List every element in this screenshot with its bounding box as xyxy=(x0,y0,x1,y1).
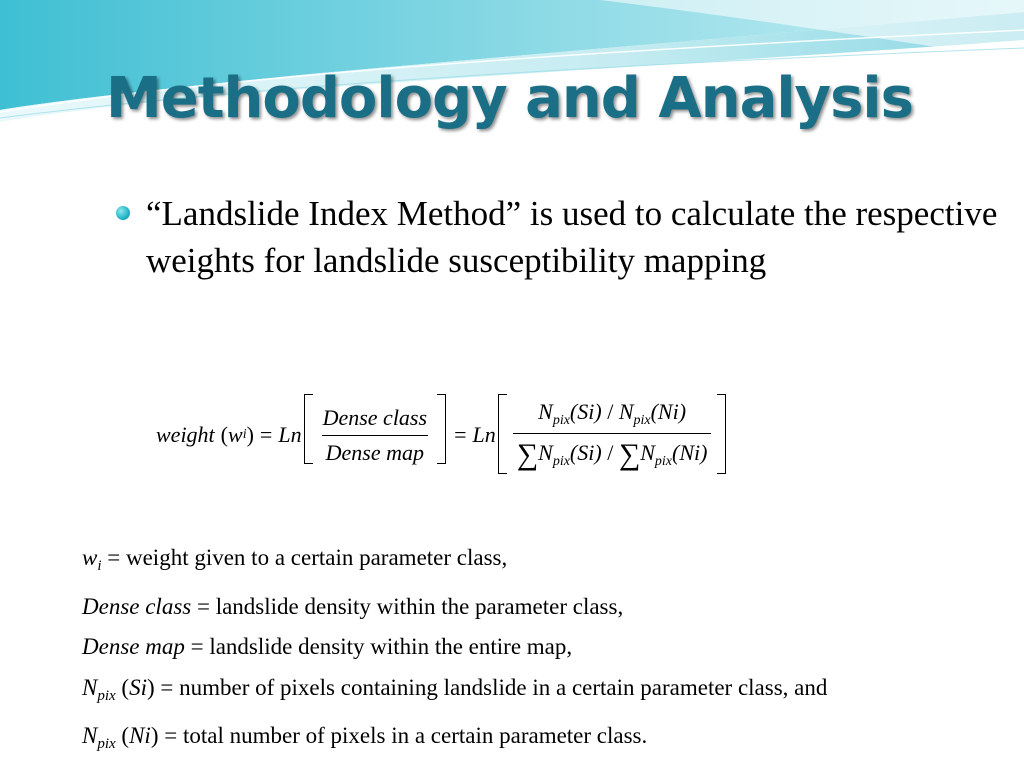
formula-lhs-open-paren: ( xyxy=(220,422,228,447)
definition-variable: Dense class xyxy=(82,593,192,619)
formula-npix-sub: pix xyxy=(552,453,570,469)
formula-frac2-numerator xyxy=(534,399,690,433)
formula-si: (Si) xyxy=(569,398,602,424)
formula-weight-label: weight xyxy=(156,422,215,447)
definitions-list xyxy=(82,538,1012,765)
definition-text: = landslide density within the entire map, xyxy=(190,634,573,659)
formula-sum-symbol: ∑ xyxy=(618,437,641,471)
formula-fraction-2 xyxy=(511,399,714,472)
definition-paren-variable: Ni xyxy=(129,723,151,748)
formula-npix-sub: pix xyxy=(633,412,651,428)
definition-variable: w xyxy=(82,545,98,570)
formula-slash: / xyxy=(607,398,614,424)
definition-text: = weight given to a certain parameter class, xyxy=(107,545,508,570)
definition-variable: N xyxy=(82,723,98,748)
formula-npix-sub: pix xyxy=(552,412,570,428)
formula-npix-n: N xyxy=(538,398,553,424)
definition-subscript: i xyxy=(97,558,102,574)
formula-bracket-left-1 xyxy=(304,394,313,464)
definition-subscript: pix xyxy=(97,687,116,704)
formula-ni: (Ni) xyxy=(672,439,708,465)
formula-w-var: w xyxy=(228,422,243,447)
formula-frac1-denominator: Dense map xyxy=(322,435,428,466)
definition-subscript: pix xyxy=(97,736,116,752)
definition-variable: N xyxy=(82,674,98,700)
formula-equals-2: = xyxy=(454,422,467,447)
formula-npix-n: N xyxy=(618,398,634,424)
bullet-text: “Landslide Index Method” is used to calculate the respective weights for landslide susceptibility mapping xyxy=(146,194,998,280)
formula-lhs-close-paren: ) xyxy=(246,422,254,447)
formula-frac1-numerator: Dense class xyxy=(322,404,428,430)
landslide-index-formula xyxy=(156,394,728,476)
formula-npix-n: N xyxy=(538,439,553,465)
formula-sum-symbol: ∑ xyxy=(516,437,539,471)
formula-ln-1: Ln xyxy=(278,422,302,447)
bullet-dot-icon xyxy=(116,206,130,220)
formula-ln-2: Ln xyxy=(472,422,496,447)
definition-text: = landslide density within the parameter class, xyxy=(196,593,624,619)
formula-ni: (Ni) xyxy=(650,398,687,424)
formula-slash: / xyxy=(607,439,614,465)
definition-variable: Dense map xyxy=(82,634,185,659)
formula-equals-1: = xyxy=(259,422,273,447)
definition-row xyxy=(82,538,1012,587)
formula-bracket-left-2 xyxy=(498,394,507,474)
formula-npix-n: N xyxy=(640,439,655,465)
formula-frac2-denominator xyxy=(513,433,712,472)
formula-npix-sub: pix xyxy=(654,453,672,469)
formula-bracket-right-2 xyxy=(717,394,726,474)
definition-row xyxy=(82,627,1012,668)
formula-fraction-1 xyxy=(317,405,433,466)
slide-title: Methodology and Analysis xyxy=(106,66,913,131)
definition-row: $N_{pix}$ (Si) = number of pixels containing landslide in a certain parameter class, and xyxy=(82,674,828,704)
formula-si: (Si) xyxy=(569,439,602,465)
formula-w-sub: i xyxy=(242,427,247,442)
definition-row xyxy=(82,587,1012,628)
definition-paren-variable: Si xyxy=(129,674,147,700)
definition-row: $N_{pix}$ (Ni) = total number of pixels in a certain parameter class. xyxy=(82,723,648,752)
definition-text: = number of pixels containing landslide in a certain parameter class, and xyxy=(160,674,828,700)
formula-bracket-right-1 xyxy=(437,394,446,464)
definition-text: = total number of pixels in a certain parameter class. xyxy=(164,723,648,748)
